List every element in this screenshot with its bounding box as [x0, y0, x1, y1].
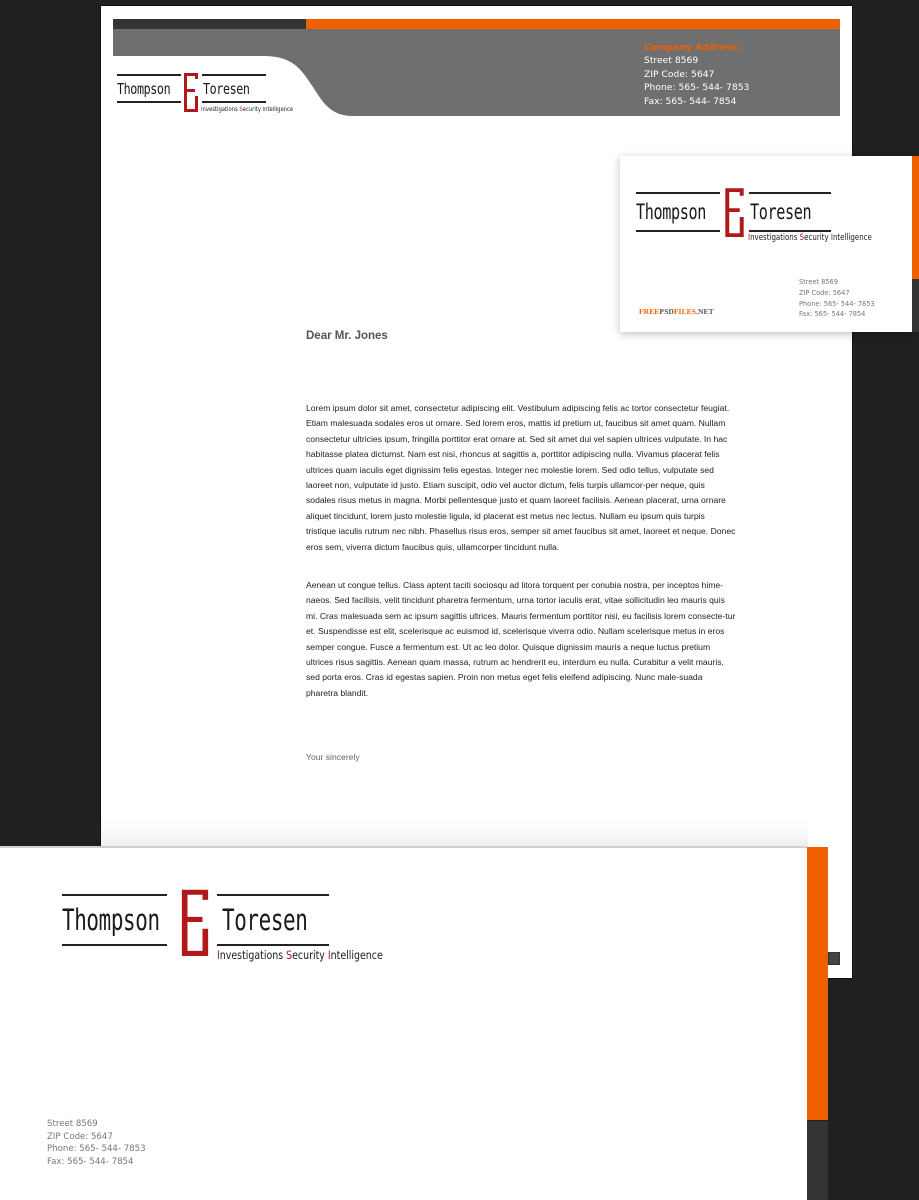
tagline-word: nvestigations [750, 233, 800, 243]
address-fax: Fax: 565- 544- 7854 [799, 310, 866, 319]
logo-rule [202, 101, 266, 103]
letter-greeting: Dear Mr. Jones [306, 330, 388, 342]
tagline-word: ecurity [804, 233, 831, 243]
logo-rule [62, 944, 167, 946]
card-address-block [799, 277, 875, 320]
logo-name-right: Toresen [222, 903, 308, 937]
logo-ampersand-icon [183, 72, 199, 112]
brand-part: FILES [673, 307, 697, 316]
address-street: Street 8569 [47, 1119, 98, 1129]
logo-tagline [748, 233, 872, 243]
logo-name-left: Thompson [636, 200, 706, 224]
logo-rule [117, 74, 181, 76]
tagline-initial: I [217, 948, 220, 962]
address-phone: Phone: 565- 544- 7853 [799, 299, 875, 308]
address-fax: Fax: 565- 544- 7854 [644, 95, 737, 107]
tagline-word: ecurity [242, 105, 263, 113]
logo-tagline [217, 948, 383, 962]
tagline-initial: I [830, 233, 833, 243]
logo-rule [636, 192, 720, 194]
card-logo [636, 192, 886, 244]
brand-part: FREE [639, 307, 660, 316]
tagline-initial: S [286, 948, 293, 962]
tagline-word: ntelligence [264, 105, 294, 113]
logo-rule [62, 894, 167, 896]
address-phone: Phone: 565- 544- 7853 [644, 82, 750, 94]
header-orange-bar [306, 19, 840, 29]
tagline-word: nvestigations [219, 948, 287, 962]
logo-tagline [201, 105, 293, 113]
logo-rule [749, 192, 831, 194]
address-fax: Fax: 565- 544- 7854 [47, 1156, 134, 1167]
address-zip: ZIP Code: 5647 [47, 1131, 113, 1142]
letter-paragraph-2: Aenean ut congue tellus. Class aptent taciti sociosqu ad litora torquent per conubia nostra, per inceptos hime-naeos. Sed facilisis, velit tincidunt pharetra fermentum, urna tortor iaculis erat, vitae sollicitudin leo mauris quis mi. Cras malesuada sem ac ipsum sagittis ultrices. Mauris fermentum porttitor nisi, eu facilisis lorem consecte-tur et. Suspendisse est elit, scelerisque ac euismod id, scelerisque viverra odio. Nullam scelerisque metus in eros semper congue. Fusce a fermentum est. Ut ac leo dolor. Quisque dignissim mauris a neque luctus pretium ultrices risus sagittis. Aenean quam massa, rutrum ac hendrerit eu, interdum eu nulla. Curabitur a velit mauris, sed porta eros. Cras id egestas sapien. Proin non metus eget felis eleifend adipiscing. Nunc male-suada pharetra blandit. [306, 580, 736, 698]
address-street: Street 8569 [799, 278, 838, 286]
business-card [620, 156, 912, 332]
tagline-word: nvestigations [202, 105, 240, 113]
tagline-word: ecurity [292, 948, 328, 962]
logo-rule [749, 230, 831, 232]
letter-closing: Your sincerely [306, 752, 360, 762]
tagline-initial: I [327, 948, 331, 962]
brand-part: PSD [659, 307, 674, 316]
address-phone: Phone: 565- 544- 7853 [47, 1144, 146, 1155]
tagline-initial: S [799, 233, 805, 243]
tagline-word: ntelligence [832, 233, 872, 243]
logo-rule [117, 101, 181, 103]
logo-name-left: Thompson [117, 80, 171, 98]
card-dark-edge [912, 279, 919, 332]
address-zip: ZIP Code: 5647 [799, 288, 850, 297]
card-brand-watermark [639, 307, 714, 316]
company-address-block [644, 41, 749, 108]
envelope-logo [62, 894, 392, 966]
logo-name-right: Toresen [750, 200, 812, 224]
envelope-shadow [101, 820, 808, 846]
tagline-initial: I [201, 105, 203, 113]
address-street: Street 8569 [644, 55, 699, 67]
logo-rule [217, 894, 329, 896]
company-address-title: Company Address: [644, 42, 741, 53]
card-orange-edge [912, 156, 919, 279]
address-zip: ZIP Code: 5647 [644, 68, 715, 80]
envelope-dark-edge [807, 1120, 828, 1200]
letterhead-logo [117, 72, 297, 116]
tagline-initial: I [748, 233, 751, 243]
header-dark-bar [113, 19, 306, 29]
logo-rule [217, 944, 329, 946]
tagline-initial: S [239, 105, 243, 113]
logo-ampersand-icon [724, 187, 745, 237]
letter-corner-tab [828, 952, 840, 965]
tagline-word: ntelligence [330, 948, 383, 962]
logo-name-right: Toresen [203, 80, 250, 98]
envelope-orange-edge [807, 847, 828, 1120]
envelope-address-block [47, 1118, 146, 1168]
tagline-initial: I [262, 105, 265, 113]
brand-part: .NET [696, 307, 714, 316]
logo-ampersand-icon [180, 888, 210, 956]
logo-rule [202, 74, 266, 76]
letter-paragraph-1: Lorem ipsum dolor sit amet, consectetur adipiscing elit. Vestibulum adipiscing felis ac tortor consectetur feugiat. Etiam malesuada sodales eros ut ornare. Sed lorem eros, mattis id pretium ut, faucibus sit amet quam. Nullam consectetur ultricies ipsum, fringilla porttitor erat ornare at. Sed sit amet dui vel sapien ultrices vulputate. In hac habitasse platea dictumst. Nam est nisi, rhoncus at sagittis a, porttitor adipiscing nulla. Vivamus placerat felis ultrices quam iaculis eget dignissim felis egestas. Integer nec molestie lorem. Sed odio tellus, vulputate sed laoreet non, vulputate id justo. Etiam suscipit, odio vel auctor dictum, felis turpis ullamcor-per neque, quis sodales risus metus in magna. Morbi pellentesque justo et quam laoreet facilisis. Aenean placerat, urna ornare aliquet tincidunt, lorem justo molestie ligula, id placerat est metus nec lectus. Nullam eu ipsum quis turpis tristique iaculis rutrum nec nibh. Phasellus risus eros, semper sit amet faucibus sit amet, laoreet et neque. Donec eros sem, viverra dictum faucibus quis, ullamcorper tincidunt nulla. [306, 403, 736, 552]
logo-name-left: Thompson [62, 903, 160, 937]
logo-rule [636, 230, 720, 232]
